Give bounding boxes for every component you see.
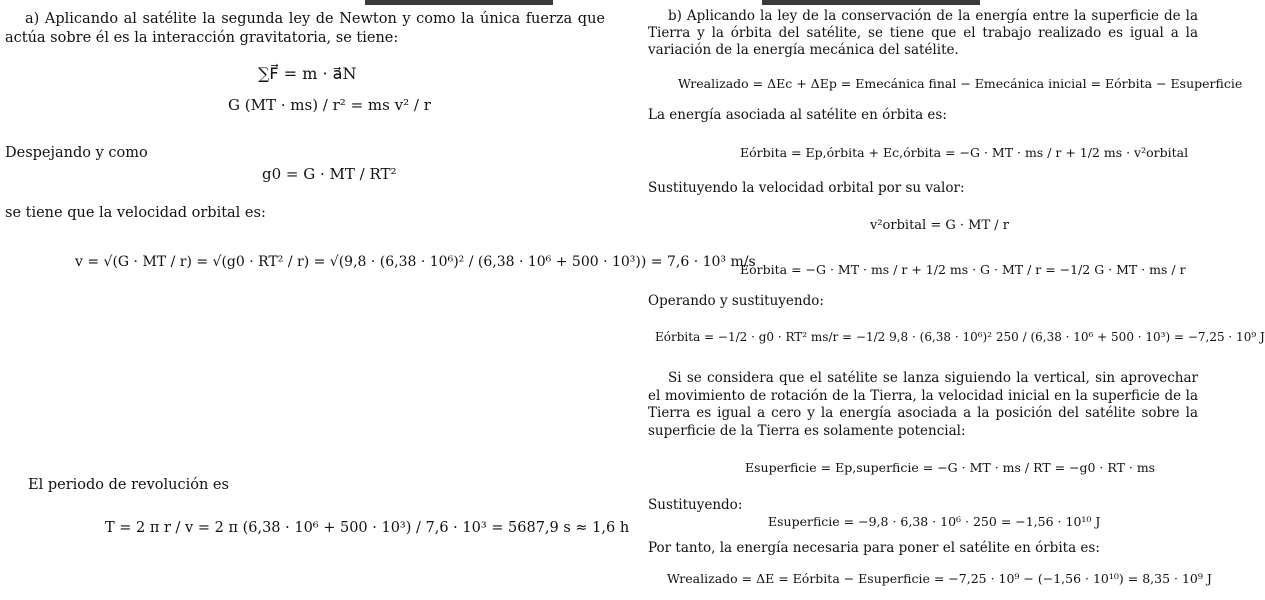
left-despejando: Despejando y como (5, 145, 148, 161)
left-eq2-text: G (MT · ms) / r² = ms v² / r (228, 96, 431, 114)
right-eq8 (667, 571, 1212, 586)
left-eq5-text: T = 2 π r / v = 2 π (6,38 · 10⁶ + 500 · 10³) / 7,6 · 10³ = 5687,9 s ≈ 1,6 h (105, 520, 630, 536)
right-eq3-text: v²orbital = G · MT / r (870, 218, 1009, 233)
right-eq1 (678, 76, 1242, 91)
right-sustituyendo: Sustituyendo: (648, 497, 743, 513)
left-eq1-text: ∑F⃗ = m · a⃗N (258, 64, 357, 83)
right-eq3 (870, 218, 1009, 233)
right-eq1-text: Wrealizado = ΔEc + ΔEp = Emecánica final − Emecánica inicial = Eórbita − Esuperficie (678, 76, 1243, 91)
left-eq2 (228, 96, 431, 114)
left-eq5 (105, 520, 629, 536)
right-por-tanto: Por tanto, la energía necesaria para poner el satélite en órbita es: (648, 540, 1100, 556)
right-eq2 (740, 145, 1188, 160)
right-vertical-para: Si se considera que el satélite se lanza siguiendo la vertical, sin aprovechar el movimiento de rotación de la Tierra, la velocidad inicial en la superficie de la Tierra es igual a cero y la energía asociada a la posición del satélite sobre la superficie de la Tierra es solamente potencial: (648, 370, 1198, 439)
left-eq4 (75, 254, 756, 270)
left-eq4-text: v = √(G · MT / r) = √(g0 · RT² / r) = √(9,8 · (6,38 · 10⁶)² / (6,38 · 10⁶ + 500 · 10³)) = 7,6 · 10³ m/s (75, 254, 756, 270)
right-eq7 (768, 514, 1100, 529)
right-energia-orbita-intro: La energía asociada al satélite en órbita es: (648, 107, 947, 123)
right-intro: b) Aplicando la ley de la conservación de la energía entre la superficie de la Tierra y la órbita del satélite, se tiene que el trabajo realizado es igual a la variación de la energía mecánica del satélite. (648, 8, 1198, 58)
right-sustituyendo-vel: Sustituyendo la velocidad orbital por su valor: (648, 180, 965, 196)
left-intro: a) Aplicando al satélite la segunda ley de Newton y como la única fuerza que actúa sobre él es la interacción gravitatoria, se tiene: (5, 11, 605, 46)
left-velocidad-intro: se tiene que la velocidad orbital es: (5, 205, 266, 221)
right-eq5-text: Eórbita = −1/2 · g0 · RT² ms/r = −1/2 9,8 · (6,38 · 10⁶)² 250 / (6,38 · 10⁶ + 500 · 10³) = −7,25 · 10⁹ J (655, 330, 1265, 344)
left-eq3 (262, 165, 397, 183)
right-eq4 (740, 262, 1186, 277)
right-eq6 (745, 460, 1155, 475)
left-eq1 (258, 64, 356, 83)
right-eq4-text: Eórbita = −G · MT · ms / r + 1/2 ms · G · MT / r = −1/2 G · MT · ms / r (740, 262, 1186, 277)
left-eq3-text: g0 = G · MT / RT² (262, 165, 397, 183)
top-bar-right (762, 0, 980, 5)
right-operando: Operando y sustituyendo: (648, 293, 824, 309)
right-eq7-text: Esuperficie = −9,8 · 6,38 · 10⁶ · 250 = −1,56 · 10¹⁰ J (768, 514, 1101, 529)
right-eq2-text: Eórbita = Ep,órbita + Ec,órbita = −G · MT · ms / r + 1/2 ms · v²orbital (740, 145, 1189, 160)
left-periodo-intro: El periodo de revolución es (28, 477, 229, 493)
right-eq5 (655, 330, 1265, 344)
right-eq6-text: Esuperficie = Ep,superficie = −G · MT · ms / RT = −g0 · RT · ms (745, 460, 1156, 475)
right-eq8-text: Wrealizado = ΔE = Eórbita − Esuperficie = −7,25 · 10⁹ − (−1,56 · 10¹⁰) = 8,35 · 10⁹ J (667, 571, 1212, 586)
top-bar-left (365, 0, 553, 5)
